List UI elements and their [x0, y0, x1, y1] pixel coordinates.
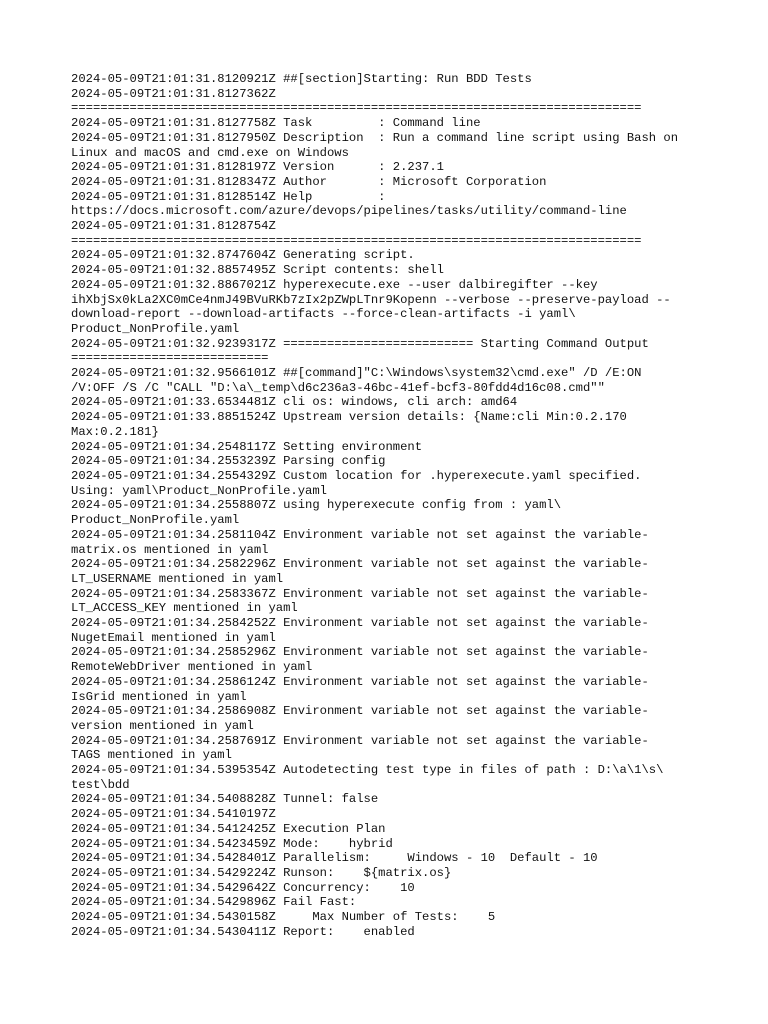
log-line: 2024-05-09T21:01:31.8120921Z ##[section]Starting: Run BDD Tests: [71, 72, 532, 86]
log-line: 2024-05-09T21:01:33.6534481Z cli os: windows, cli arch: amd64: [71, 395, 518, 410]
log-line: 2024-05-09T21:01:34.2582296Z Environment variable not set against the variable-: [71, 557, 649, 572]
log-line: ===========================: [71, 351, 269, 366]
log-line: 2024-05-09T21:01:31.8127362Z: [71, 86, 276, 101]
log-line: 2024-05-09T21:01:31.8128347Z Author : Microsoft Corporation: [71, 174, 547, 189]
log-line: 2024-05-09T21:01:31.8128514Z Help :: [71, 189, 386, 204]
log-line: 2024-05-09T21:01:34.5410197Z: [71, 807, 276, 822]
log-line: 2024-05-09T21:01:34.2586124Z Environment variable not set against the variable-: [71, 674, 649, 689]
log-line: Max:0.2.181}: [71, 424, 159, 439]
log-line: 2024-05-09T21:01:34.5408828Z Tunnel: false: [71, 792, 379, 807]
log-line: NugetEmail mentioned in yaml: [71, 630, 276, 645]
log-line: RemoteWebDriver mentioned in yaml: [71, 660, 313, 675]
log-line: ==============================================================================: [71, 233, 642, 248]
log-line: TAGS mentioned in yaml: [71, 748, 232, 763]
log-line: 2024-05-09T21:01:31.8127758Z Task : Command line: [71, 116, 481, 131]
log-line: 2024-05-09T21:01:32.8867021Z hyperexecute.exe --user dalbiregifter --key: [71, 277, 598, 292]
log-line: 2024-05-09T21:01:34.5430158Z Max Number of Tests: 5: [71, 910, 496, 925]
log-line: 2024-05-09T21:01:32.8747604Z Generating script.: [71, 248, 415, 263]
log-line: 2024-05-09T21:01:34.5430411Z Report: enabled: [71, 924, 415, 939]
log-line: 2024-05-09T21:01:34.2585296Z Environment variable not set against the variable-: [71, 645, 649, 660]
log-line: 2024-05-09T21:01:31.8128197Z Version : 2.237.1: [71, 160, 444, 175]
log-line: 2024-05-09T21:01:34.5429896Z Fail Fast:: [71, 895, 357, 910]
log-line: 2024-05-09T21:01:31.8128754Z: [71, 219, 276, 234]
log-line: ihXbjSx0kLa2XC0mCe4nmJ49BVuRKb7zIx2pZWpLTnr9Kopenn --verbose --preserve-payload --: [71, 292, 671, 307]
log-line: ==============================================================================: [71, 101, 642, 116]
log-line: 2024-05-09T21:01:34.2581104Z Environment variable not set against the variable-: [71, 527, 649, 542]
log-line: 2024-05-09T21:01:34.5429224Z Runson: ${matrix.os}: [71, 865, 452, 880]
log-line: IsGrid mentioned in yaml: [71, 689, 247, 704]
log-line: 2024-05-09T21:01:34.2553239Z Parsing config: [71, 454, 386, 469]
log-line: /V:OFF /S /C "CALL "D:\a\_temp\d6c236a3-46bc-41ef-bcf3-80fdd4d16c08.cmd"": [71, 380, 605, 395]
log-line: 2024-05-09T21:01:34.5423459Z Mode: hybrid: [71, 836, 393, 851]
log-line: version mentioned in yaml: [71, 718, 254, 733]
log-line: LT_ACCESS_KEY mentioned in yaml: [71, 601, 298, 616]
log-line: 2024-05-09T21:01:31.8127950Z Description : Run a command line script using Bash on: [71, 130, 679, 145]
log-line: matrix.os mentioned in yaml: [71, 542, 269, 557]
log-line: 2024-05-09T21:01:34.5429642Z Concurrency: 10: [71, 880, 415, 895]
log-line: 2024-05-09T21:01:34.2554329Z Custom location for .hyperexecute.yaml specified.: [71, 468, 642, 483]
log-line: LT_USERNAME mentioned in yaml: [71, 571, 284, 586]
log-line: 2024-05-09T21:01:32.8857495Z Script contents: shell: [71, 263, 444, 278]
log-line: 2024-05-09T21:01:32.9566101Z ##[command]"C:\Windows\system32\cmd.exe" /D /E:ON: [71, 366, 642, 381]
log-line: Using: yaml\Product_NonProfile.yaml: [71, 483, 327, 498]
log-line: test\bdd: [71, 777, 130, 792]
log-line: 2024-05-09T21:01:34.5428401Z Parallelism: Windows - 10 Default - 10: [71, 851, 598, 866]
log-line: 2024-05-09T21:01:34.2583367Z Environment variable not set against the variable-: [71, 586, 649, 601]
log-line: 2024-05-09T21:01:34.5395354Z Autodetecting test type in files of path : D:\a\1\s\: [71, 763, 664, 778]
log-line: https://docs.microsoft.com/azure/devops/pipelines/tasks/utility/command-line: [71, 204, 627, 219]
log-line: download-report --download-artifacts --force-clean-artifacts -i yaml\: [71, 307, 576, 322]
log-line: 2024-05-09T21:01:34.2558807Z using hyperexecute config from : yaml\: [71, 498, 562, 513]
log-line: 2024-05-09T21:01:34.2587691Z Environment variable not set against the variable-: [71, 733, 649, 748]
pipeline-log: [71, 72, 711, 939]
log-line: Product_NonProfile.yaml: [71, 321, 240, 336]
log-line: Product_NonProfile.yaml: [71, 513, 240, 528]
log-line: 2024-05-09T21:01:32.9239317Z ========================== Starting Command Output: [71, 336, 649, 351]
log-line: 2024-05-09T21:01:34.2548117Z Setting environment: [71, 439, 423, 454]
log-line: 2024-05-09T21:01:34.2584252Z Environment variable not set against the variable-: [71, 616, 649, 631]
log-line: 2024-05-09T21:01:34.2586908Z Environment variable not set against the variable-: [71, 704, 649, 719]
log-line: Linux and macOS and cmd.exe on Windows: [71, 145, 349, 160]
log-line: 2024-05-09T21:01:34.5412425Z Execution Plan: [71, 821, 386, 836]
log-line: 2024-05-09T21:01:33.8851524Z Upstream version details: {Name:cli Min:0.2.170: [71, 410, 627, 425]
